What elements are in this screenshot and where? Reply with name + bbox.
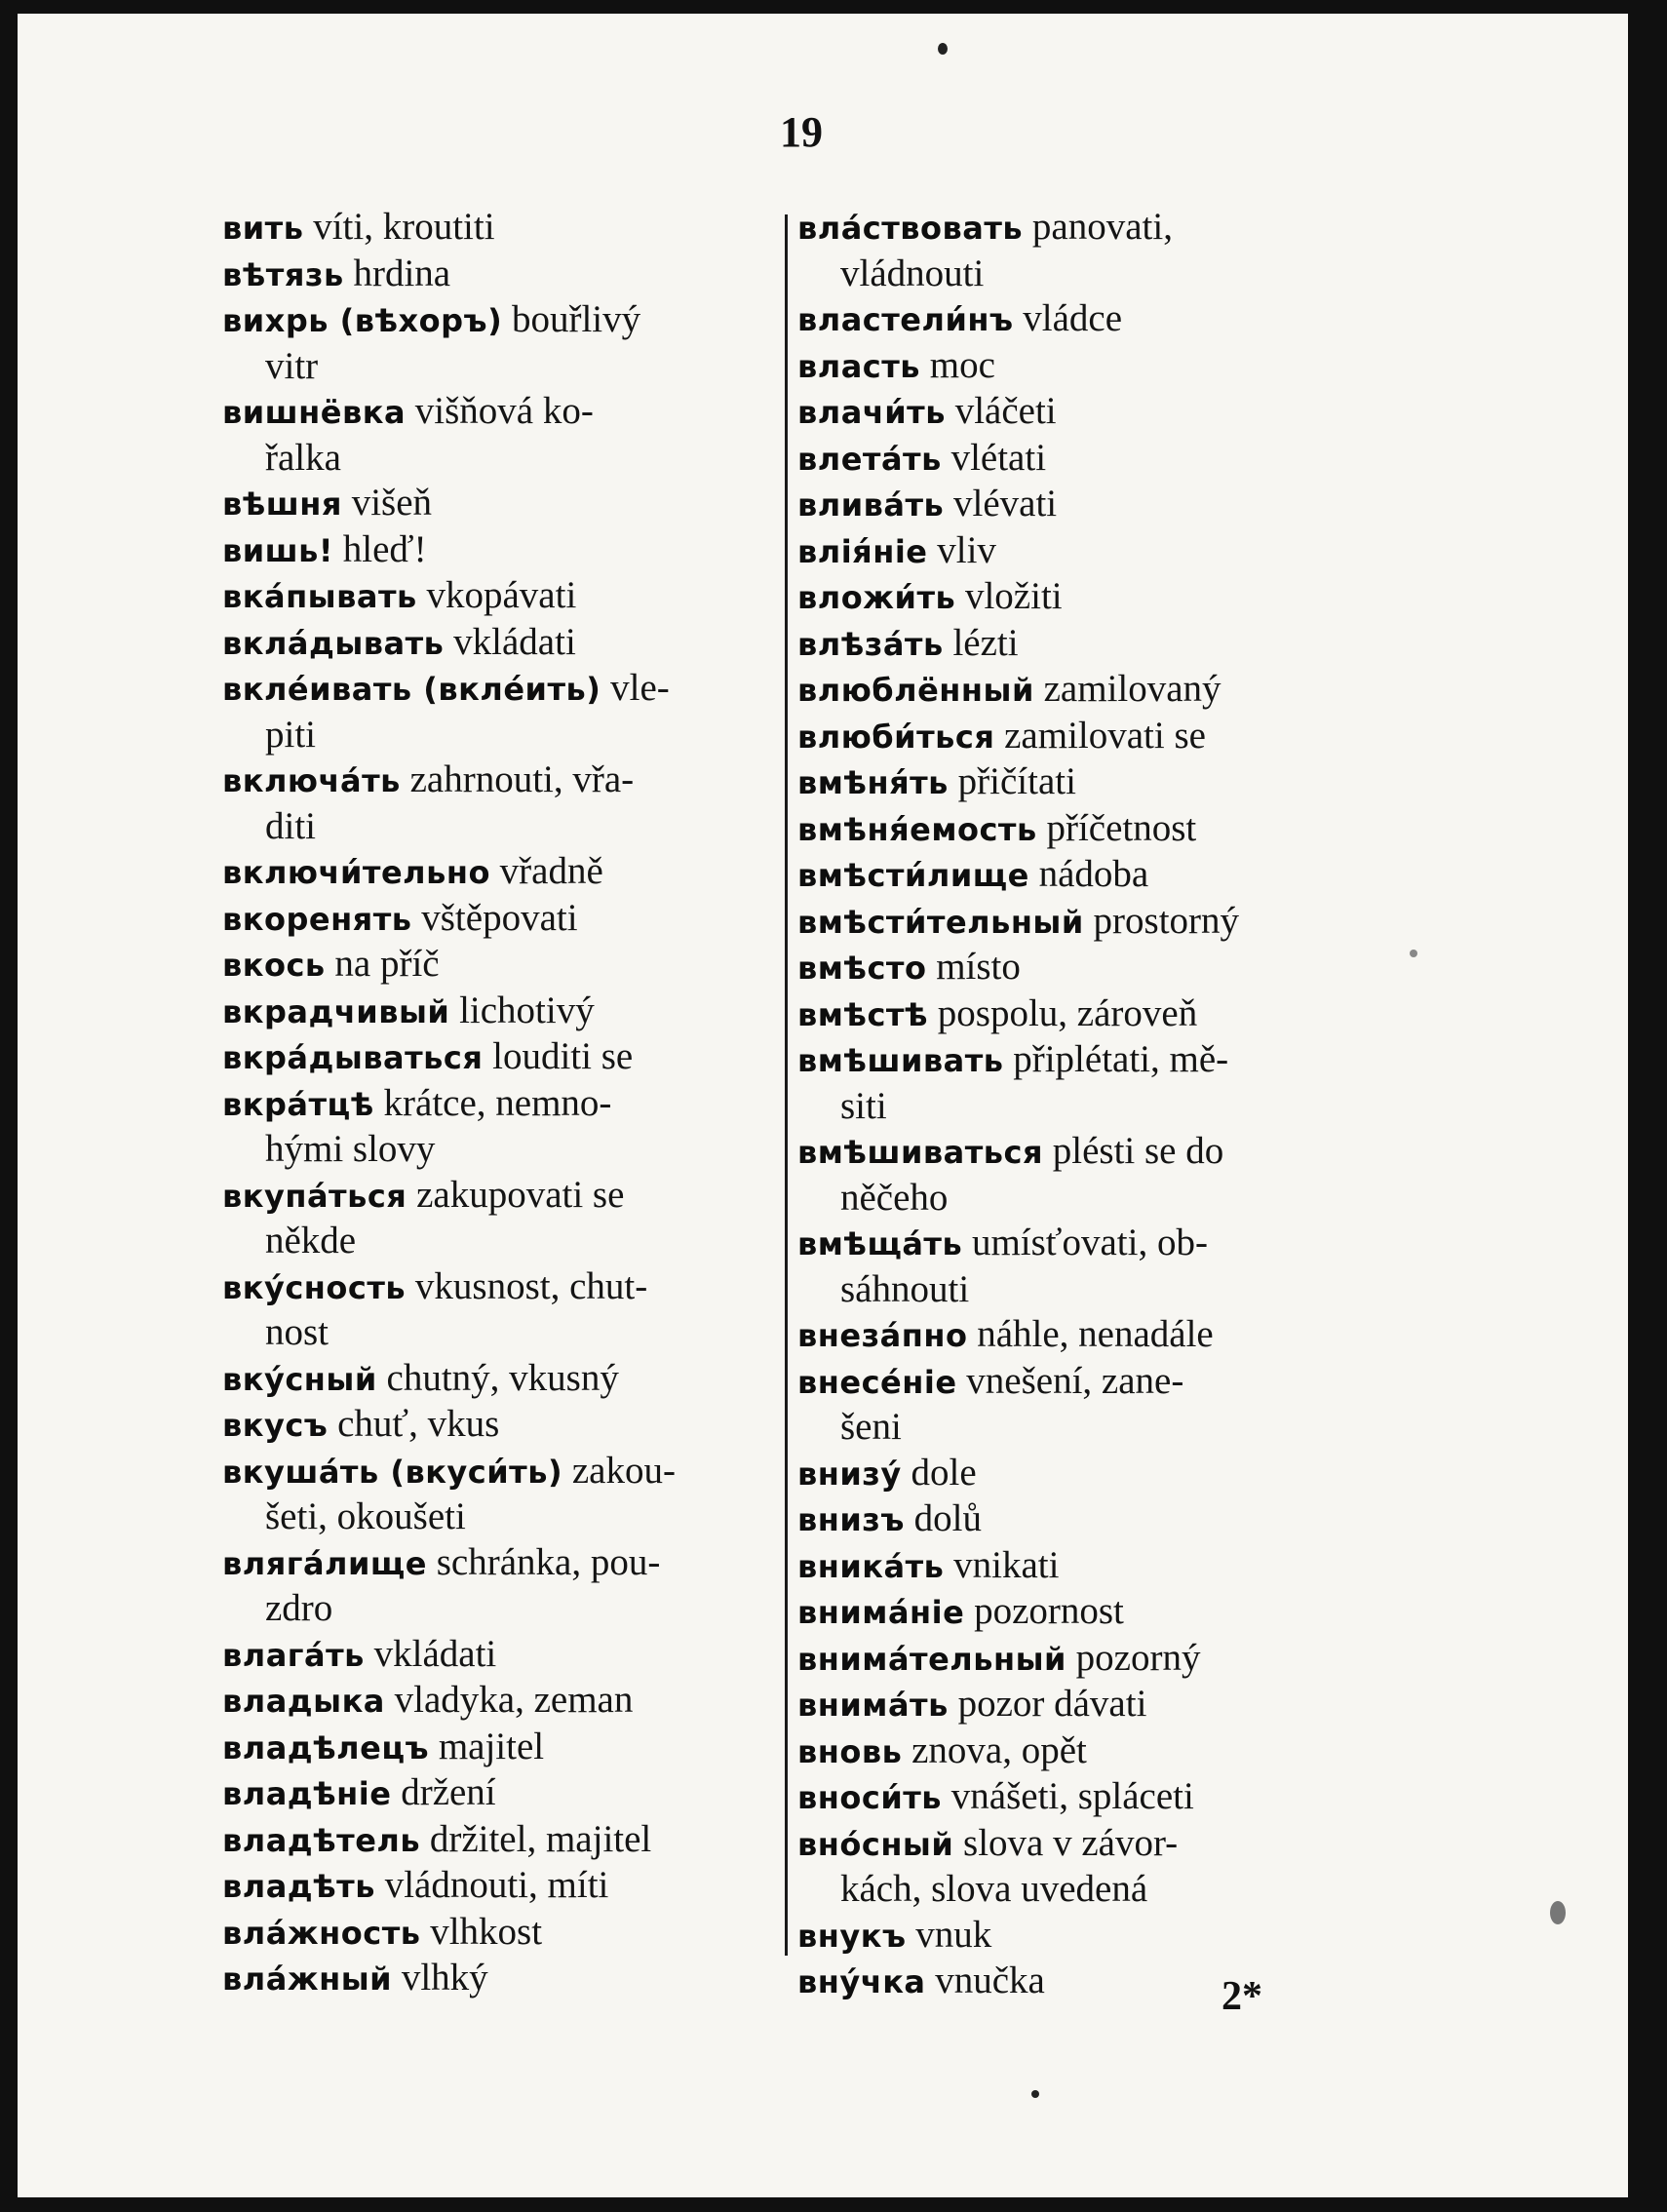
headword: внимáть — [797, 1687, 949, 1724]
definition: náhle, nenadále — [977, 1313, 1214, 1355]
entry-first-line — [797, 714, 1363, 760]
definition: bouřlivý — [511, 298, 641, 340]
dictionary-entry — [797, 1821, 1363, 1913]
entry-first-line — [797, 945, 1363, 991]
dictionary-entry — [797, 1636, 1363, 1683]
dictionary-entry — [222, 1632, 788, 1679]
dictionary-entry — [797, 343, 1363, 390]
entry-first-line — [797, 1451, 1363, 1497]
entry-first-line — [797, 1129, 1363, 1176]
definition: víti, kroutiti — [313, 206, 495, 248]
definition-continuation: něčeho — [840, 1176, 949, 1219]
dictionary-entry — [797, 574, 1363, 621]
entry-first-line — [797, 1589, 1363, 1636]
entry-first-line — [222, 1678, 788, 1725]
entry-first-line — [222, 620, 788, 667]
dictionary-entry — [222, 1081, 788, 1173]
headword: вмѣсти́лище — [797, 857, 1029, 894]
dictionary-entry — [222, 1678, 788, 1725]
dictionary-entry — [222, 849, 788, 896]
entry-first-line — [797, 1913, 1363, 1960]
entry-first-line — [797, 1774, 1363, 1821]
entry-first-line — [797, 991, 1363, 1038]
entry-first-line — [222, 1449, 788, 1495]
headword: вишь! — [222, 531, 333, 569]
entry-first-line — [797, 1959, 1363, 2005]
entry-first-line — [222, 942, 788, 989]
dictionary-entry — [222, 1402, 788, 1449]
definition: držitel, majitel — [429, 1817, 652, 1860]
headword: внýчка — [797, 1963, 926, 2000]
entry-first-line — [222, 896, 788, 943]
headword: влáствовать — [797, 210, 1024, 247]
entry-first-line — [797, 1636, 1363, 1683]
definition: pozornost — [974, 1590, 1124, 1632]
definition: višňová ko- — [414, 390, 594, 432]
definition-continuation: zdro — [265, 1587, 333, 1629]
dictionary-entry — [222, 1770, 788, 1817]
dictionary-entry — [797, 1543, 1363, 1590]
headword: вкрадчивый — [222, 992, 450, 1030]
headword: влягáлище — [222, 1544, 427, 1582]
headword: внесéніе — [797, 1363, 957, 1401]
headword: влачи́ть — [797, 394, 946, 431]
headword: вкушáть (вкуси́ть) — [222, 1453, 563, 1491]
entry-first-line — [222, 1173, 788, 1220]
speck — [1550, 1901, 1566, 1924]
dictionary-entry — [797, 528, 1363, 575]
definition-continuation: vládnouti — [840, 252, 985, 294]
definition: moc — [929, 343, 995, 386]
entry-first-line — [797, 1221, 1363, 1267]
entry-first-line — [222, 1081, 788, 1128]
headword: вмѣня́ть — [797, 764, 949, 801]
definition: vkládati — [373, 1632, 497, 1675]
signature-mark: 2* — [1221, 1974, 1262, 2019]
entry-first-line — [797, 1496, 1363, 1543]
entry-first-line — [222, 1817, 788, 1864]
definition: višeň — [351, 482, 433, 524]
dictionary-entry — [797, 205, 1363, 296]
headword: вмѣстѣ — [797, 995, 929, 1033]
dictionary-entry — [797, 667, 1363, 714]
headword: влетáть — [797, 440, 942, 478]
dictionary-entry — [222, 1817, 788, 1864]
entry-first-line — [797, 1037, 1363, 1084]
entry-first-line — [222, 1356, 788, 1403]
dictionary-entry — [797, 1129, 1363, 1221]
definition: vnikati — [953, 1543, 1060, 1586]
entry-first-line — [222, 1770, 788, 1817]
entry-first-line — [797, 1359, 1363, 1406]
dictionary-entry — [797, 714, 1363, 760]
dictionary-entry — [222, 989, 788, 1035]
dictionary-entry — [222, 389, 788, 481]
dictionary-entry — [797, 1496, 1363, 1543]
dictionary-entry — [797, 1221, 1363, 1312]
entry-first-line — [797, 1821, 1363, 1868]
definition: pozor dávati — [957, 1683, 1147, 1725]
dictionary-page — [18, 14, 1628, 2197]
definition: znova, opět — [911, 1728, 1087, 1771]
definition: vkládati — [453, 620, 576, 663]
definition: zakou- — [571, 1449, 676, 1492]
entry-first-line — [222, 481, 788, 527]
definition-continuation: diti — [265, 804, 317, 847]
dictionary-entry — [222, 1863, 788, 1910]
definition-continuation: siti — [840, 1084, 887, 1127]
headword: вкусъ — [222, 1407, 329, 1444]
entry-first-line — [797, 667, 1363, 714]
page-number: 19 — [780, 108, 823, 156]
definition: plésti se do — [1052, 1130, 1224, 1172]
dictionary-entry — [797, 1312, 1363, 1359]
headword: вливáть — [797, 486, 945, 524]
headword: вновь — [797, 1732, 903, 1770]
dictionary-entry — [797, 1774, 1363, 1821]
dictionary-entry — [797, 945, 1363, 991]
entry-first-line — [222, 252, 788, 298]
definition-continuation: někde — [265, 1220, 357, 1261]
entry-first-line — [797, 899, 1363, 946]
entry-first-line — [222, 1956, 788, 2002]
definition: chuť, vkus — [337, 1403, 500, 1445]
definition: krátce, nemno- — [383, 1081, 612, 1124]
entry-first-line — [797, 1312, 1363, 1359]
dictionary-entry — [797, 899, 1363, 946]
definition-continuation: řalka — [265, 436, 341, 479]
definition: louditi se — [492, 1035, 634, 1077]
headword: вѣшня — [222, 485, 342, 523]
entry-first-line — [797, 621, 1363, 668]
definition: majitel — [438, 1725, 545, 1767]
definition: vliv — [937, 528, 996, 571]
entry-first-line — [222, 573, 788, 620]
dictionary-entry — [797, 1589, 1363, 1636]
definition: zakupovati se — [416, 1173, 625, 1216]
definition: schránka, pou- — [436, 1540, 661, 1583]
definition: zahrnouti, vřa- — [409, 758, 635, 800]
dictionary-entry — [222, 481, 788, 527]
headword: вникáть — [797, 1547, 945, 1585]
dictionary-entry — [222, 297, 788, 389]
entry-first-line — [797, 1728, 1363, 1775]
entry-first-line — [797, 1543, 1363, 1590]
headword: внóсный — [797, 1825, 954, 1863]
definition: vnášeti, spláceti — [950, 1775, 1194, 1817]
entry-first-line — [222, 527, 788, 574]
headword: владѣніе — [222, 1775, 392, 1812]
column-divider — [785, 214, 788, 1956]
dictionary-entry — [797, 806, 1363, 853]
entry-first-line — [222, 1402, 788, 1449]
headword: вкрáдываться — [222, 1039, 484, 1076]
entry-first-line — [222, 989, 788, 1035]
headword: включáть — [222, 762, 401, 799]
definition: umísťovati, ob- — [971, 1222, 1208, 1263]
headword: влія́ніе — [797, 532, 928, 570]
definition: prostorný — [1093, 899, 1240, 942]
entry-first-line — [797, 574, 1363, 621]
left-column — [222, 205, 788, 2002]
dictionary-entry — [797, 296, 1363, 343]
dictionary-entry — [797, 1359, 1363, 1451]
entry-first-line — [222, 1540, 788, 1587]
definition: vložiti — [964, 575, 1063, 617]
speck — [938, 43, 948, 55]
entry-first-line — [222, 1863, 788, 1910]
headword: вихрь (вѣхоръ) — [222, 302, 503, 339]
headword: вмѣсти́тельный — [797, 903, 1084, 941]
entry-first-line — [222, 1034, 788, 1081]
headword: влѣзáть — [797, 625, 944, 663]
definition: zamilovaný — [1043, 668, 1221, 710]
headword: вишнёвка — [222, 394, 407, 431]
definition: slova v závor- — [963, 1821, 1179, 1864]
definition: držení — [401, 1771, 496, 1813]
definition: panovati, — [1031, 206, 1173, 248]
dictionary-entry — [222, 1264, 788, 1356]
dictionary-entry — [797, 759, 1363, 806]
definition: lichotivý — [459, 989, 595, 1031]
dictionary-entry — [222, 1356, 788, 1403]
definition: vnuk — [915, 1913, 992, 1956]
definition: vlhký — [401, 1957, 488, 1999]
entry-first-line — [222, 1632, 788, 1679]
definition: vřadně — [499, 850, 603, 892]
headword: внимáніе — [797, 1594, 965, 1631]
definition: vkopávati — [426, 574, 577, 616]
headword: властели́нъ — [797, 301, 1014, 338]
headword: вкоренять — [222, 900, 412, 938]
headword: внукъ — [797, 1917, 907, 1955]
dictionary-entry — [222, 205, 788, 252]
entry-first-line — [797, 759, 1363, 806]
dictionary-entry — [222, 573, 788, 620]
dictionary-entry — [222, 1725, 788, 1771]
headword: вмѣсто — [797, 950, 927, 987]
dictionary-entry — [797, 1913, 1363, 1960]
dictionary-entry — [222, 1910, 788, 1957]
dictionary-entry — [222, 1540, 788, 1632]
definition: hrdina — [353, 252, 451, 294]
definition: vštěpovati — [421, 896, 578, 939]
definition: vle- — [610, 667, 670, 709]
dictionary-entry — [222, 252, 788, 298]
headword: вить — [222, 210, 304, 247]
headword: власть — [797, 347, 921, 385]
definition: vláčeti — [954, 390, 1057, 432]
definition: hleď! — [342, 527, 427, 570]
entry-first-line — [797, 806, 1363, 853]
headword: внизъ — [797, 1501, 905, 1538]
dictionary-entry — [222, 1956, 788, 2002]
headword: влагáть — [222, 1636, 365, 1674]
headword: вкла́дывать — [222, 624, 445, 662]
headword: владѣтель — [222, 1821, 421, 1859]
dictionary-entry — [222, 757, 788, 849]
entry-first-line — [222, 389, 788, 436]
definition-continuation: nost — [265, 1311, 330, 1353]
definition: pozorný — [1075, 1636, 1201, 1679]
definition: vkusnost, chut- — [414, 1264, 648, 1307]
definition: vládce — [1023, 297, 1123, 339]
headword: вмѣшиваться — [797, 1134, 1043, 1171]
definition: vlévati — [952, 483, 1058, 524]
definition: vládnouti, míti — [384, 1864, 609, 1906]
headword: влáжный — [222, 1960, 393, 1998]
headword: вмѣщáть — [797, 1225, 963, 1262]
entry-first-line — [797, 389, 1363, 436]
dictionary-entry — [797, 991, 1363, 1038]
entry-first-line — [222, 849, 788, 896]
definition-continuation: sáhnouti — [840, 1267, 970, 1310]
entry-first-line — [797, 343, 1363, 390]
definition: místo — [936, 946, 1021, 988]
definition: vlétati — [950, 436, 1047, 479]
definition-continuation: vitr — [265, 344, 319, 387]
dictionary-entry — [797, 1451, 1363, 1497]
entry-first-line — [797, 528, 1363, 575]
dictionary-entry — [222, 942, 788, 989]
entry-first-line — [797, 852, 1363, 899]
headword: владѣть — [222, 1868, 375, 1905]
headword: влюби́ться — [797, 718, 995, 756]
definition: pospolu, zároveň — [937, 991, 1198, 1034]
definition: připlétati, mě- — [1013, 1038, 1229, 1080]
definition-continuation: kách, slova uvedená — [840, 1868, 1148, 1910]
entry-first-line — [797, 205, 1363, 252]
headword: влюблённый — [797, 672, 1034, 709]
headword: вноси́ть — [797, 1779, 943, 1816]
headword: включи́тельно — [222, 854, 490, 891]
definition: nádoba — [1038, 853, 1149, 895]
entry-first-line — [222, 757, 788, 804]
definition: chutný, vkusný — [386, 1356, 619, 1399]
definition: vnešení, zane- — [966, 1359, 1184, 1402]
entry-first-line — [222, 1264, 788, 1311]
dictionary-entry — [797, 1037, 1363, 1129]
entry-first-line — [797, 436, 1363, 483]
headword: владѣлецъ — [222, 1728, 430, 1766]
dictionary-entry — [797, 436, 1363, 483]
dictionary-entry — [222, 666, 788, 757]
right-column — [797, 205, 1363, 2005]
definition: vlhkost — [430, 1910, 543, 1953]
entry-first-line — [222, 205, 788, 252]
headword: вкле́ивать (вкле́ить) — [222, 671, 601, 708]
headword: внизý — [797, 1455, 902, 1493]
headword: вмѣшивать — [797, 1042, 1004, 1079]
speck — [1410, 950, 1417, 957]
definition: dolů — [913, 1497, 983, 1539]
entry-first-line — [222, 297, 788, 344]
dictionary-entry — [222, 527, 788, 574]
dictionary-entry — [797, 482, 1363, 528]
entry-first-line — [797, 296, 1363, 343]
definition: vladyka, zeman — [394, 1679, 634, 1721]
dictionary-entry — [797, 1682, 1363, 1728]
dictionary-entry — [797, 1959, 1363, 2005]
headword: вмѣня́емость — [797, 810, 1037, 848]
definition: vnučka — [935, 1960, 1045, 2001]
definition: příčetnost — [1046, 806, 1197, 849]
dictionary-entry — [222, 1034, 788, 1081]
entry-first-line — [797, 482, 1363, 528]
headword: владыка — [222, 1683, 385, 1720]
dictionary-entry — [797, 1728, 1363, 1775]
headword: вкýсность — [222, 1268, 407, 1306]
headword: вкýсный — [222, 1360, 377, 1398]
definition-continuation: šeni — [840, 1406, 902, 1448]
dictionary-entry — [222, 620, 788, 667]
dictionary-entry — [797, 852, 1363, 899]
dictionary-entry — [222, 1449, 788, 1540]
entry-first-line — [797, 1682, 1363, 1728]
headword: влáжность — [222, 1914, 421, 1952]
definition: dole — [911, 1451, 977, 1494]
definition: na příč — [334, 943, 440, 985]
headword: вложи́ть — [797, 579, 956, 616]
entry-first-line — [222, 1725, 788, 1771]
entry-first-line — [222, 666, 788, 713]
entry-first-line — [222, 1910, 788, 1957]
dictionary-entry — [222, 896, 788, 943]
definition-continuation: šeti, okoušeti — [265, 1495, 466, 1537]
speck — [1031, 2090, 1039, 2098]
headword: внимáтельный — [797, 1640, 1066, 1678]
definition: lézti — [952, 621, 1019, 664]
dictionary-entry — [797, 621, 1363, 668]
headword: вкупáться — [222, 1177, 407, 1215]
headword: вѣтязь — [222, 255, 344, 293]
headword: вкáпывать — [222, 578, 417, 615]
definition-continuation: hými slovy — [265, 1128, 436, 1170]
headword: вкось — [222, 947, 326, 984]
definition: zamilovati se — [1004, 714, 1206, 757]
definition: přičítati — [957, 760, 1076, 802]
definition-continuation: piti — [265, 713, 317, 756]
dictionary-entry — [222, 1173, 788, 1264]
headword: внезáпно — [797, 1317, 968, 1354]
dictionary-entry — [797, 389, 1363, 436]
headword: вкрáтцѣ — [222, 1085, 374, 1123]
